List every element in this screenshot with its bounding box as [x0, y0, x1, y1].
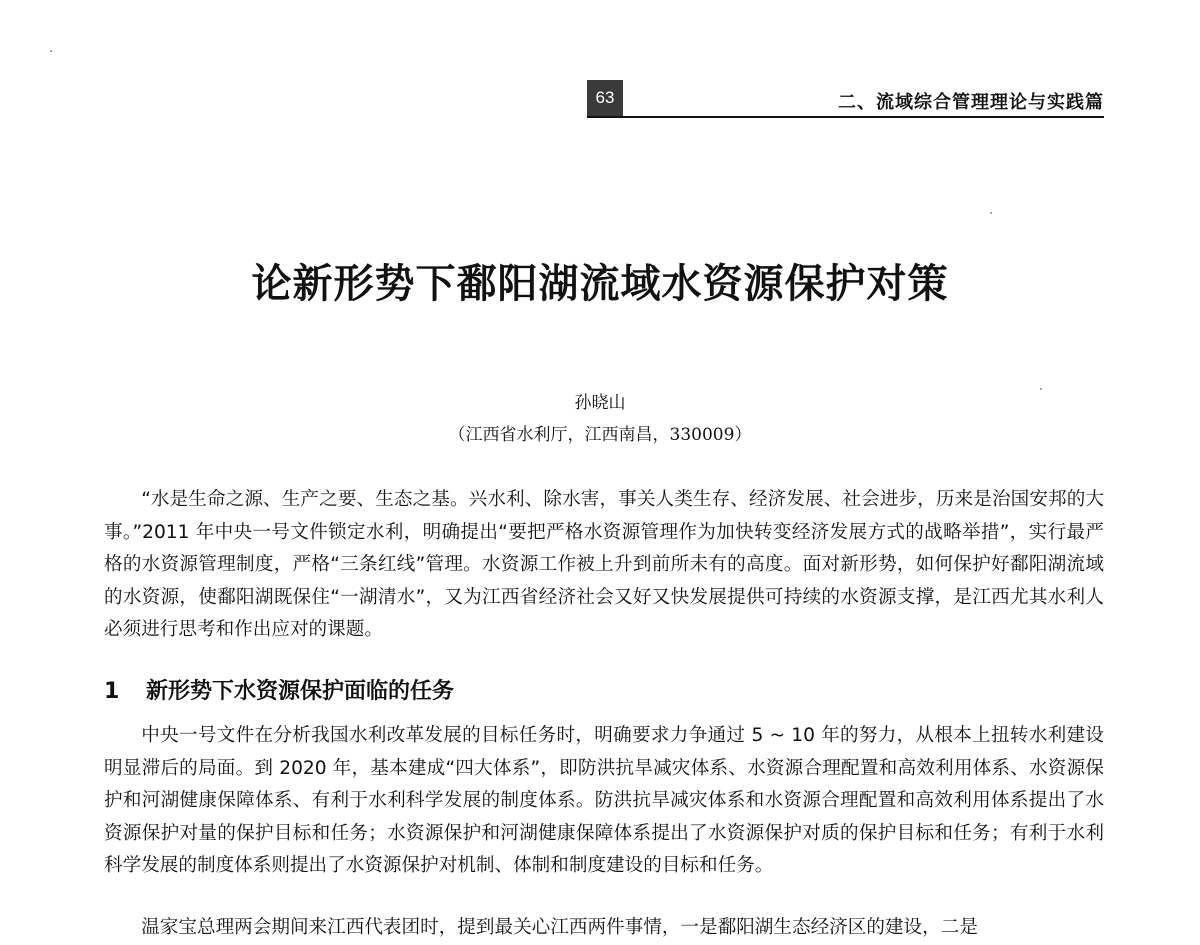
section-number: 1 [104, 679, 120, 704]
section-paragraph: 中央一号文件在分析我国水利改革发展的目标任务时，明确要求力争通过 5 ~ 10 年的努力，从根本上扭转水利建设明显滞后的局面。到 2020 年，基本建成“四大体系”，即防洪抗旱减灾体系、水资源合理配置和高效利用体系、水资源保护和河湖健康保障体系、有利于水利科学发展的制度体系。防洪抗旱减灾体系和水资源合理配置和高效利用体系提出了水资源保护对量的保护目标和任务；水资源保护和河湖健康保障体系提出了水资源保护对质的保护目标和任务；有利于水利科学发展的制度体系则提出了水资源保护对机制、体制和制度建设的目标和任务。 [104, 725, 1104, 876]
author-affiliation: （江西省水利厅，江西南昌，330009） [448, 425, 752, 445]
page-number: 63 [587, 80, 623, 116]
author-name: 孙晓山 [574, 393, 626, 413]
scan-speck [50, 50, 52, 52]
article-title: 论新形势下鄱阳湖流域水资源保护对策 [251, 260, 949, 307]
section-title: 新形势下水资源保护面临的任务 [146, 679, 455, 704]
running-header-section: 二、流域综合管理理论与实践篇 [838, 92, 1104, 113]
section-heading [104, 674, 454, 705]
scan-speck [1040, 388, 1042, 390]
intro-paragraph: “水是生命之源、生产之要、生态之基。兴水利、除水害，事关人类生存、经济发展、社会进步，历来是治国安邦的大事。”2011 年中央一号文件锁定水利，明确提出“要把严格水资源管理作为加快转变经济发展方式的战略举措”，实行最严格的水资源管理制度，严格“三条红线”管理。水资源工作被上升到前所未有的高度。面对新形势，如何保护好鄱阳湖流域的水资源，使鄱阳湖既保住“一湖清水”，又为江西省经济社会又好又快发展提供可持续的水资源支撑，是江西尤其水利人必须进行思考和作出应对的课题。 [104, 489, 1104, 640]
section-paragraph-cut: 温家宝总理两会期间来江西代表团时，提到最关心江西两件事情，一是鄱阳湖生态经济区的建设，二是 [141, 917, 978, 938]
header-rule [587, 116, 1104, 118]
scan-speck [990, 212, 992, 214]
